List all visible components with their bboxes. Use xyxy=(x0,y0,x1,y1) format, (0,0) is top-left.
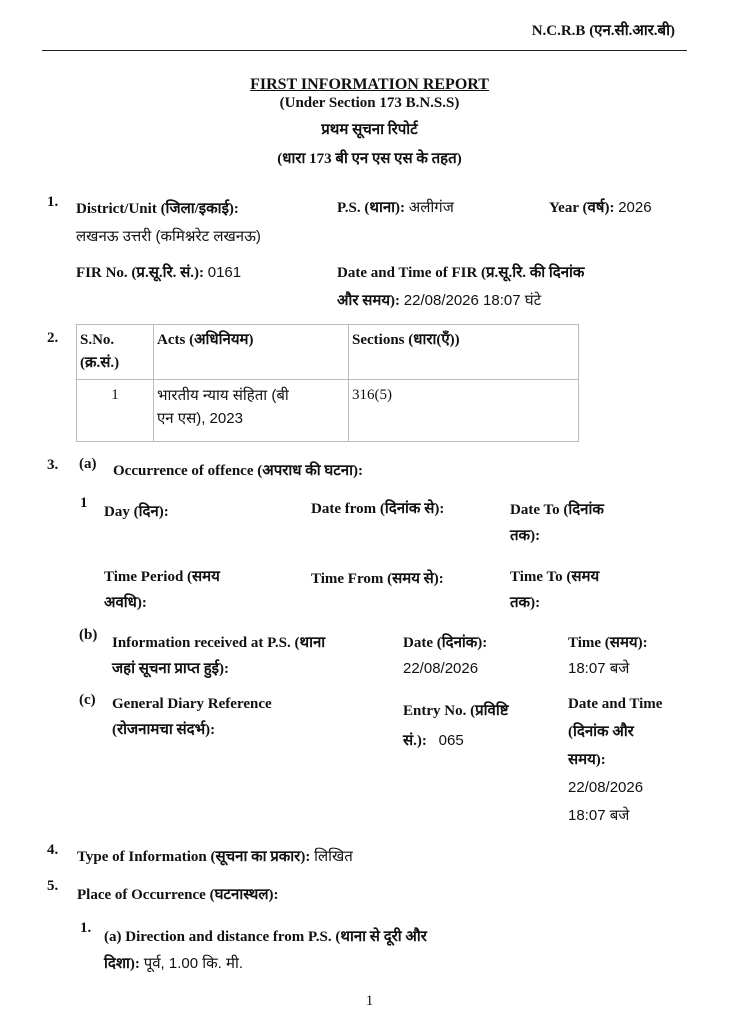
year-value: 2026 xyxy=(618,199,652,216)
gd-reference-label-2: (रोजनामचा संदर्भ): xyxy=(112,722,216,738)
day-label: Day (दिन): xyxy=(104,504,169,520)
place-of-occurrence-label: Place of Occurrence (घटनास्थल): xyxy=(77,887,279,903)
received-time-label: Time (समय): xyxy=(568,635,648,651)
section-5-number: 5. xyxy=(47,878,59,894)
received-date-value: 22/08/2026 xyxy=(403,660,479,677)
header-divider xyxy=(42,50,687,51)
gd-datetime-value-2: 18:07 बजे xyxy=(568,807,630,824)
time-to-label-2: तक): xyxy=(510,595,541,611)
district-value: लखनऊ उत्तरी (कमिश्नरेट लखनऊ) xyxy=(76,228,261,245)
date-from-label: Date from (दिनांक से): xyxy=(311,501,445,517)
date-to-label: Date To (दिनांक xyxy=(510,502,604,518)
fir-value: 0161 xyxy=(207,264,242,281)
s5-sub-number: 1. xyxy=(80,920,92,936)
sno-header: S.No. xyxy=(80,332,115,348)
gd-datetime-label-3: समय): xyxy=(568,752,606,768)
gd-datetime-label: Date and Time xyxy=(568,696,663,712)
fir-label: FIR No. (प्र.सू.रि. सं.): xyxy=(76,265,204,281)
section-4-number: 4. xyxy=(47,842,59,858)
s3c-tag: (c) xyxy=(79,692,96,708)
fir-datetime-value: 22/08/2026 18:07 घंटे xyxy=(403,292,542,309)
info-type-label: Type of Information (सूचना का प्रकार): xyxy=(77,849,311,865)
time-from-label: Time From (समय से): xyxy=(311,571,444,587)
time-period-label: Time Period (समय xyxy=(104,569,220,585)
page-number: 1 xyxy=(365,993,374,1009)
s3a-sub-number: 1 xyxy=(80,495,88,511)
time-to-label: Time To (समय xyxy=(510,569,600,585)
direction-label: (a) Direction and distance from P.S. (थाना से दूरी और xyxy=(104,929,427,945)
sno-header-hi: (क्र.सं.) xyxy=(80,355,120,371)
title-en-sub: (Under Section 173 B.N.S.S) xyxy=(279,95,460,111)
info-received-label-2: जहां सूचना प्राप्त हुई): xyxy=(112,661,230,677)
date-to-label-2: तक): xyxy=(510,528,541,544)
title-en: FIRST INFORMATION REPORT xyxy=(250,76,489,93)
acts-header: Acts (अधिनियम) xyxy=(154,325,349,380)
entry-no-value: 065 xyxy=(438,732,464,749)
gd-datetime-label-2: (दिनांक और xyxy=(568,724,634,740)
s3b-tag: (b) xyxy=(79,627,98,643)
year-label: Year (वर्ष): xyxy=(549,200,615,216)
section-3-number: 3. xyxy=(47,457,59,473)
row-sno: 1 xyxy=(77,380,154,442)
table-row xyxy=(77,380,579,442)
sections-header: Sections (धारा(एँ)) xyxy=(349,325,579,380)
entry-no-label: Entry No. (प्रविष्टि xyxy=(403,703,509,719)
received-time-value: 18:07 बजे xyxy=(568,660,630,677)
gd-datetime-value: 22/08/2026 xyxy=(568,779,644,796)
section-1-number: 1. xyxy=(47,194,59,210)
ps-label: P.S. (थाना): xyxy=(337,200,406,216)
row-act-line1: भारतीय न्याय संहिता (बी xyxy=(157,387,289,404)
title-hi-sub: (धारा 173 बी एन एस एस के तहत) xyxy=(277,151,462,167)
info-type-value: लिखित xyxy=(314,848,353,865)
entry-no-label-2: सं.): xyxy=(403,733,427,749)
section-2-number: 2. xyxy=(47,330,59,346)
acts-table xyxy=(76,324,579,442)
received-date-label: Date (दिनांक): xyxy=(403,635,488,651)
fir-datetime-label: Date and Time of FIR (प्र.सू.रि. की दिनांक xyxy=(337,265,585,281)
s3a-tag: (a) xyxy=(79,456,97,472)
district-label: District/Unit (जिला/इकाई): xyxy=(76,201,239,217)
row-sections: 316(5) xyxy=(349,380,579,442)
occurrence-label: Occurrence of offence (अपराध की घटना): xyxy=(113,463,363,479)
gd-reference-label: General Diary Reference xyxy=(112,696,272,712)
row-act-line2: एन एस), 2023 xyxy=(157,410,243,427)
ps-value: अलीगंज xyxy=(408,199,454,216)
fir-datetime-label-2: और समय): xyxy=(337,293,401,309)
time-period-label-2: अवधि): xyxy=(104,595,147,611)
direction-label-2: दिशा): xyxy=(104,956,140,972)
title-hi: प्रथम सूचना रिपोर्ट xyxy=(321,122,418,138)
ncrb-header: N.C.R.B (एन.सी.आर.बी) xyxy=(531,23,675,39)
info-received-label: Information received at P.S. (थाना xyxy=(112,635,326,651)
acts-table-header xyxy=(77,325,579,380)
direction-value: पूर्व, 1.00 कि. मी. xyxy=(143,955,244,972)
